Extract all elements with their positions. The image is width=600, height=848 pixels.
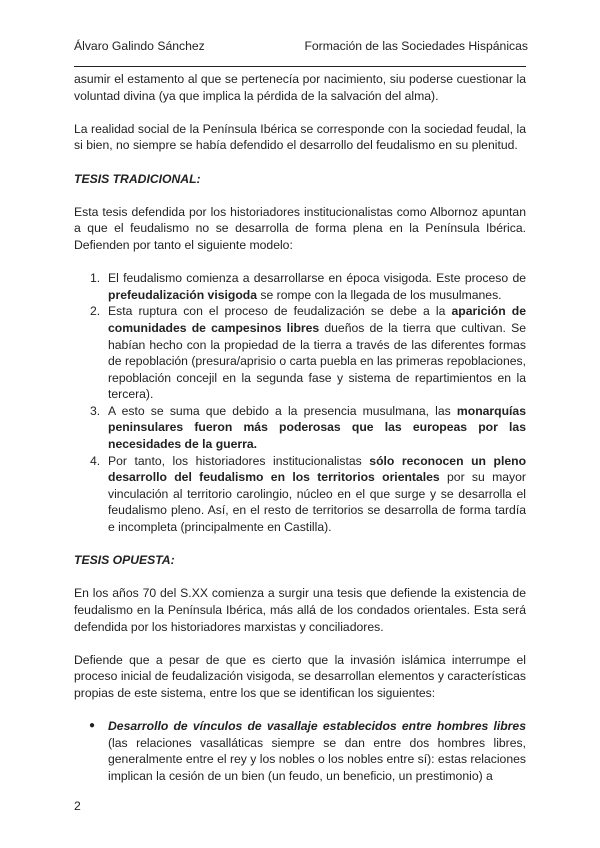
header-rule: [74, 66, 526, 67]
list-number: 1.: [90, 271, 101, 286]
list-text: dueños de la tierra que cultivan. Se habían hecho con la propiedad de la tierra a través de las diferentes formas de repoblación (presura/aprisio o carta puebla en las primeras repoblaciones, repoblación concejil en la segunda fase y sistema de repartimientos en la tercera).: [108, 320, 526, 402]
list-bold-text: sólo reconocen un pleno desarrollo del feudalismo en los territorios orientales: [108, 453, 527, 485]
tesis-tradicional-list: [74, 270, 526, 536]
tesis-opuesta-bullets: [74, 718, 526, 784]
intro-reality: La realidad social de la Península Ibérica se corresponde con la sociedad feudal, la si bien, no siempre se había defendido el desarrollo del feudalismo en su plenitud.: [74, 121, 526, 153]
list-bold-text: monarquías peninsulares fueron más poderosas que las europeas por las necesidades de la guerra.: [108, 403, 526, 452]
list-text: El feudalismo comienza a desarrollarse en época visigoda. Este proceso de: [108, 271, 526, 286]
tesis-opuesta-p1: En los años 70 del S.XX comienza a surgir una tesis que defiende la existencia de feudalismo en la Península Ibérica, más allá de los condados orientales. Esta será defendida por los historiadores marxistas y conciliadores.: [74, 586, 526, 634]
tesis-opuesta-heading: TESIS OPUESTA:: [74, 553, 175, 568]
list-text: (las relaciones vasalláticas siempre se dan entre dos hombres libres, generalmente entre el rey y los nobles o los nobles entre sí): estas relaciones implican la cesión de un bien (un feudo, un beneficio, un prestimonio) a: [108, 735, 526, 783]
header-course: Formación de las Sociedades Hispánicas: [304, 39, 528, 53]
tesis-opuesta-p2: Defiende que a pesar de que es cierto que la invasión islámica interrumpe el proceso inicial de feudalización visigoda, se desarrollan elementos y características propias de este sistema, entre los que se identifican los siguientes:: [74, 652, 526, 700]
header-author: Álvaro Galindo Sánchez: [74, 39, 205, 53]
list-item: [74, 453, 526, 536]
list-item: [74, 270, 526, 303]
tesis-tradicional-heading: TESIS TRADICIONAL:: [74, 171, 201, 186]
list-text: Esta ruptura con el proceso de feudalización se debe a la: [108, 304, 452, 319]
page-number: 2: [74, 799, 81, 813]
list-text: por su mayor vinculación al territorio carolingio, núcleo en el que surge y se desarrolla el feudalismo pleno. Así, en el resto de territorios se desarrolla de forma tardía e incompleta (principalmente en Castilla).: [108, 470, 526, 535]
list-bold-italic-text: Desarrollo de vínculos de vasallaje establecidos entre hombres libres: [108, 719, 526, 734]
list-number: 3.: [90, 403, 101, 418]
list-text: se rompe con la llegada de los musulmanes.: [257, 287, 502, 302]
page-body: [74, 71, 526, 785]
list-item: [74, 303, 526, 403]
list-bold-text: aparición de comunidades de campesinos libres: [108, 304, 526, 335]
list-number: 2.: [90, 304, 101, 319]
intro-continuation: asumir el estamento al que se pertenecía por nacimiento, siu poderse cuestionar la voluntad divina (ya que implica la pérdida de la salvación del alma).: [74, 72, 526, 103]
list-text: Por tanto, los historiadores institucionalistas: [108, 453, 370, 468]
list-bold-text: prefeudalización visigoda: [108, 287, 257, 302]
bullet-icon: ●: [89, 720, 96, 732]
list-text: A esto se suma que debido a la presencia musulmana, las: [108, 403, 457, 418]
list-item: [74, 718, 526, 784]
list-number: 4.: [90, 453, 101, 468]
list-item: [74, 403, 526, 453]
tesis-tradicional-intro: Esta tesis defendida por los historiadores institucionalistas como Albornoz apuntan a que el feudalismo no se desarrolla de forma plena en la Península Ibérica. Defienden por tanto el siguiente modelo:: [74, 204, 526, 252]
